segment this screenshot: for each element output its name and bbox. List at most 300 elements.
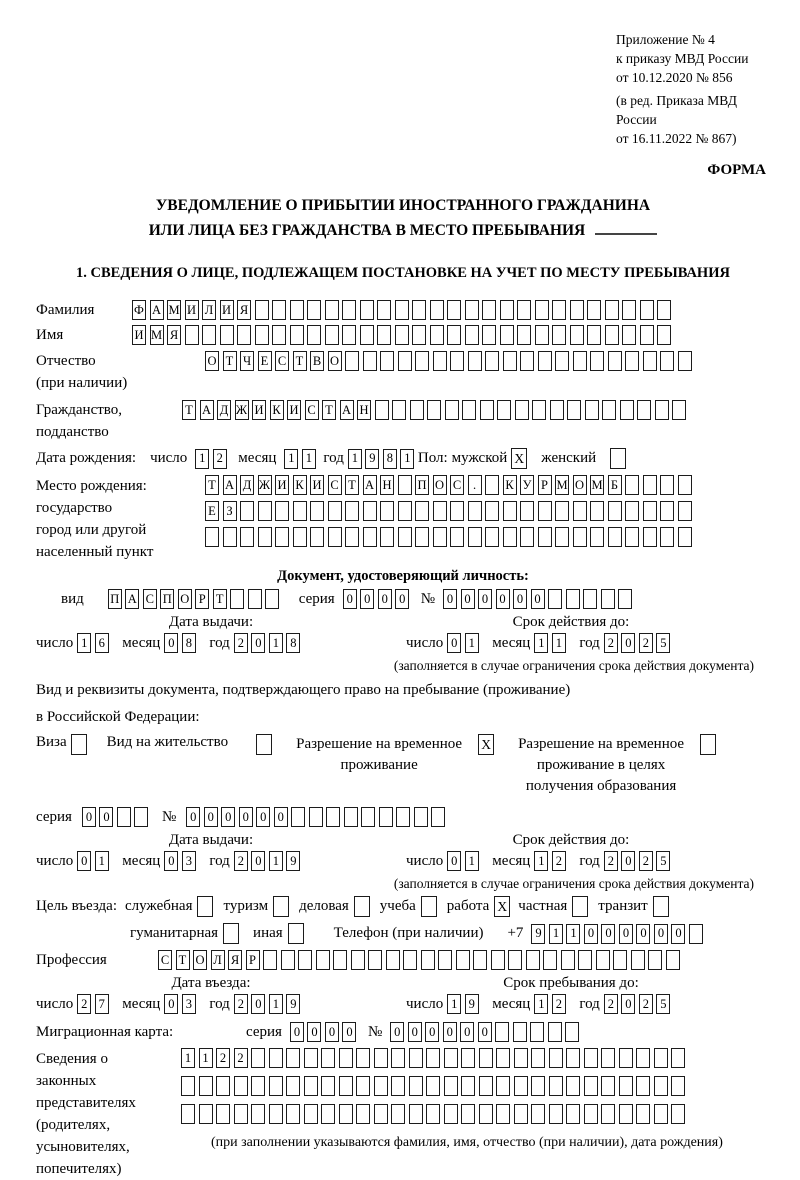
char-cell[interactable]: 0 bbox=[621, 994, 635, 1014]
char-cell[interactable]: 2 bbox=[552, 994, 566, 1014]
char-cell[interactable]: А bbox=[200, 400, 214, 420]
purpose-transit-checkbox[interactable] bbox=[653, 896, 669, 917]
char-cell[interactable] bbox=[461, 1048, 475, 1068]
char-cell[interactable]: М bbox=[167, 300, 181, 320]
char-cell[interactable] bbox=[307, 300, 321, 320]
char-cell[interactable]: С bbox=[305, 400, 319, 420]
char-cell[interactable] bbox=[304, 1076, 318, 1096]
char-cell[interactable] bbox=[386, 950, 400, 970]
char-cell[interactable]: 1 bbox=[534, 994, 548, 1014]
char-cell[interactable] bbox=[473, 950, 487, 970]
char-cell[interactable]: Т bbox=[176, 950, 190, 970]
char-cell[interactable] bbox=[220, 325, 234, 345]
char-cell[interactable] bbox=[427, 400, 441, 420]
char-cell[interactable] bbox=[255, 300, 269, 320]
char-cell[interactable] bbox=[590, 527, 604, 547]
char-cell[interactable] bbox=[415, 501, 429, 521]
char-cell[interactable] bbox=[134, 807, 148, 827]
char-cell[interactable] bbox=[636, 1048, 650, 1068]
char-cell[interactable]: О bbox=[328, 351, 342, 371]
char-cell[interactable] bbox=[526, 950, 540, 970]
char-cell[interactable] bbox=[185, 325, 199, 345]
char-cell[interactable]: И bbox=[275, 475, 289, 495]
char-cell[interactable]: 0 bbox=[390, 1022, 404, 1042]
char-cell[interactable] bbox=[414, 807, 428, 827]
char-cell[interactable] bbox=[601, 1048, 615, 1068]
char-cell[interactable] bbox=[375, 400, 389, 420]
char-cell[interactable]: 0 bbox=[307, 1022, 321, 1042]
char-cell[interactable]: Т bbox=[213, 589, 227, 609]
char-cell[interactable] bbox=[503, 527, 517, 547]
char-cell[interactable]: 2 bbox=[77, 994, 91, 1014]
char-cell[interactable] bbox=[363, 351, 377, 371]
char-cell[interactable] bbox=[321, 1048, 335, 1068]
char-cell[interactable]: П bbox=[415, 475, 429, 495]
purpose-work-checkbox[interactable]: X bbox=[494, 896, 510, 917]
char-cell[interactable] bbox=[619, 1048, 633, 1068]
char-cell[interactable] bbox=[234, 1076, 248, 1096]
char-cell[interactable] bbox=[281, 950, 295, 970]
char-cell[interactable] bbox=[316, 950, 330, 970]
char-cell[interactable]: А bbox=[223, 475, 237, 495]
char-cell[interactable] bbox=[398, 475, 412, 495]
char-cell[interactable]: 6 bbox=[95, 633, 109, 653]
char-cell[interactable]: 9 bbox=[365, 449, 379, 469]
char-cell[interactable] bbox=[678, 527, 692, 547]
char-cell[interactable]: Р bbox=[246, 950, 260, 970]
char-cell[interactable]: Ч bbox=[240, 351, 254, 371]
char-cell[interactable] bbox=[286, 1048, 300, 1068]
char-cell[interactable]: 2 bbox=[604, 994, 618, 1014]
char-cell[interactable]: О bbox=[178, 589, 192, 609]
char-cell[interactable] bbox=[272, 300, 286, 320]
char-cell[interactable]: 0 bbox=[671, 924, 685, 944]
char-cell[interactable] bbox=[307, 325, 321, 345]
char-cell[interactable] bbox=[290, 300, 304, 320]
char-cell[interactable]: 8 bbox=[286, 633, 300, 653]
char-cell[interactable]: Т bbox=[322, 400, 336, 420]
char-cell[interactable] bbox=[555, 527, 569, 547]
char-cell[interactable]: Ф bbox=[132, 300, 146, 320]
char-cell[interactable] bbox=[304, 1104, 318, 1124]
char-cell[interactable] bbox=[391, 1104, 405, 1124]
char-cell[interactable]: 1 bbox=[77, 633, 91, 653]
char-cell[interactable] bbox=[326, 807, 340, 827]
char-cell[interactable] bbox=[573, 501, 587, 521]
char-cell[interactable] bbox=[482, 325, 496, 345]
char-cell[interactable]: 0 bbox=[342, 1022, 356, 1042]
char-cell[interactable] bbox=[678, 501, 692, 521]
char-cell[interactable] bbox=[479, 1104, 493, 1124]
char-cell[interactable]: 8 bbox=[182, 633, 196, 653]
char-cell[interactable] bbox=[605, 300, 619, 320]
char-cell[interactable] bbox=[654, 1048, 668, 1068]
char-cell[interactable] bbox=[468, 527, 482, 547]
char-cell[interactable] bbox=[535, 325, 549, 345]
char-cell[interactable] bbox=[205, 527, 219, 547]
char-cell[interactable]: 5 bbox=[656, 994, 670, 1014]
char-cell[interactable] bbox=[619, 1076, 633, 1096]
char-cell[interactable] bbox=[291, 807, 305, 827]
char-cell[interactable] bbox=[328, 501, 342, 521]
char-cell[interactable]: Я bbox=[237, 300, 251, 320]
char-cell[interactable] bbox=[374, 1048, 388, 1068]
char-cell[interactable] bbox=[456, 950, 470, 970]
char-cell[interactable]: 2 bbox=[639, 633, 653, 653]
char-cell[interactable]: 0 bbox=[447, 633, 461, 653]
char-cell[interactable] bbox=[567, 400, 581, 420]
char-cell[interactable] bbox=[468, 351, 482, 371]
char-cell[interactable]: Ж bbox=[235, 400, 249, 420]
char-cell[interactable] bbox=[304, 1048, 318, 1068]
char-cell[interactable] bbox=[465, 300, 479, 320]
char-cell[interactable] bbox=[520, 351, 534, 371]
char-cell[interactable]: 9 bbox=[465, 994, 479, 1014]
char-cell[interactable]: 0 bbox=[619, 924, 633, 944]
char-cell[interactable] bbox=[495, 1022, 509, 1042]
char-cell[interactable]: А bbox=[125, 589, 139, 609]
char-cell[interactable] bbox=[380, 351, 394, 371]
char-cell[interactable] bbox=[363, 501, 377, 521]
char-cell[interactable]: Р bbox=[195, 589, 209, 609]
char-cell[interactable] bbox=[351, 950, 365, 970]
char-cell[interactable]: 0 bbox=[478, 589, 492, 609]
char-cell[interactable] bbox=[485, 501, 499, 521]
char-cell[interactable] bbox=[398, 501, 412, 521]
char-cell[interactable]: Т bbox=[293, 351, 307, 371]
char-cell[interactable]: 1 bbox=[447, 994, 461, 1014]
char-cell[interactable]: 0 bbox=[531, 589, 545, 609]
char-cell[interactable] bbox=[482, 300, 496, 320]
char-cell[interactable] bbox=[532, 400, 546, 420]
purpose-other-checkbox[interactable] bbox=[288, 923, 304, 944]
char-cell[interactable] bbox=[433, 527, 447, 547]
char-cell[interactable]: К bbox=[270, 400, 284, 420]
char-cell[interactable] bbox=[298, 950, 312, 970]
char-cell[interactable]: И bbox=[310, 475, 324, 495]
char-cell[interactable] bbox=[585, 400, 599, 420]
char-cell[interactable] bbox=[462, 400, 476, 420]
char-cell[interactable] bbox=[496, 1048, 510, 1068]
char-cell[interactable] bbox=[587, 300, 601, 320]
char-cell[interactable]: Т bbox=[182, 400, 196, 420]
char-cell[interactable] bbox=[290, 325, 304, 345]
char-cell[interactable] bbox=[479, 1076, 493, 1096]
char-cell[interactable]: Я bbox=[228, 950, 242, 970]
char-cell[interactable] bbox=[321, 1104, 335, 1124]
char-cell[interactable]: 9 bbox=[531, 924, 545, 944]
char-cell[interactable] bbox=[286, 1104, 300, 1124]
char-cell[interactable] bbox=[535, 300, 549, 320]
char-cell[interactable] bbox=[409, 1104, 423, 1124]
char-cell[interactable] bbox=[538, 351, 552, 371]
char-cell[interactable] bbox=[409, 1076, 423, 1096]
char-cell[interactable]: Т bbox=[345, 475, 359, 495]
char-cell[interactable] bbox=[620, 400, 634, 420]
char-cell[interactable] bbox=[587, 325, 601, 345]
char-cell[interactable]: 1 bbox=[549, 924, 563, 944]
residence-permit-checkbox[interactable] bbox=[256, 734, 272, 755]
char-cell[interactable] bbox=[240, 527, 254, 547]
char-cell[interactable] bbox=[548, 589, 562, 609]
char-cell[interactable] bbox=[468, 501, 482, 521]
char-cell[interactable] bbox=[272, 325, 286, 345]
char-cell[interactable] bbox=[566, 1104, 580, 1124]
char-cell[interactable] bbox=[430, 325, 444, 345]
char-cell[interactable] bbox=[601, 589, 615, 609]
char-cell[interactable] bbox=[671, 1076, 685, 1096]
char-cell[interactable] bbox=[625, 351, 639, 371]
char-cell[interactable] bbox=[530, 1022, 544, 1042]
char-cell[interactable]: Б bbox=[608, 475, 622, 495]
char-cell[interactable]: 0 bbox=[460, 1022, 474, 1042]
char-cell[interactable] bbox=[654, 1104, 668, 1124]
char-cell[interactable] bbox=[356, 1076, 370, 1096]
char-cell[interactable] bbox=[374, 1104, 388, 1124]
char-cell[interactable]: 9 bbox=[286, 994, 300, 1014]
char-cell[interactable] bbox=[415, 527, 429, 547]
char-cell[interactable] bbox=[480, 400, 494, 420]
char-cell[interactable] bbox=[216, 1076, 230, 1096]
char-cell[interactable]: 1 bbox=[552, 633, 566, 653]
char-cell[interactable]: 2 bbox=[234, 1048, 248, 1068]
char-cell[interactable] bbox=[584, 1076, 598, 1096]
char-cell[interactable]: 0 bbox=[256, 807, 270, 827]
char-cell[interactable]: 1 bbox=[465, 851, 479, 871]
char-cell[interactable] bbox=[622, 325, 636, 345]
char-cell[interactable]: 0 bbox=[239, 807, 253, 827]
char-cell[interactable] bbox=[513, 1022, 527, 1042]
char-cell[interactable] bbox=[552, 325, 566, 345]
char-cell[interactable]: 0 bbox=[425, 1022, 439, 1042]
char-cell[interactable] bbox=[461, 1104, 475, 1124]
char-cell[interactable]: 1 bbox=[534, 851, 548, 871]
char-cell[interactable]: 2 bbox=[604, 851, 618, 871]
char-cell[interactable]: 1 bbox=[566, 924, 580, 944]
char-cell[interactable]: 5 bbox=[656, 851, 670, 871]
char-cell[interactable] bbox=[531, 1076, 545, 1096]
char-cell[interactable] bbox=[310, 527, 324, 547]
char-cell[interactable]: С bbox=[275, 351, 289, 371]
char-cell[interactable] bbox=[181, 1076, 195, 1096]
char-cell[interactable]: 1 bbox=[269, 994, 283, 1014]
char-cell[interactable] bbox=[566, 589, 580, 609]
char-cell[interactable] bbox=[590, 351, 604, 371]
char-cell[interactable]: Л bbox=[202, 300, 216, 320]
char-cell[interactable]: 0 bbox=[443, 1022, 457, 1042]
char-cell[interactable]: С bbox=[158, 950, 172, 970]
char-cell[interactable]: Т bbox=[205, 475, 219, 495]
char-cell[interactable] bbox=[643, 475, 657, 495]
char-cell[interactable]: А bbox=[150, 300, 164, 320]
char-cell[interactable] bbox=[555, 501, 569, 521]
char-cell[interactable] bbox=[199, 1076, 213, 1096]
char-cell[interactable] bbox=[293, 501, 307, 521]
char-cell[interactable] bbox=[514, 1076, 528, 1096]
char-cell[interactable]: 1 bbox=[181, 1048, 195, 1068]
char-cell[interactable] bbox=[403, 950, 417, 970]
char-cell[interactable]: 1 bbox=[195, 449, 209, 469]
char-cell[interactable]: З bbox=[223, 501, 237, 521]
char-cell[interactable]: 1 bbox=[348, 449, 362, 469]
char-cell[interactable]: М bbox=[590, 475, 604, 495]
char-cell[interactable]: 7 bbox=[95, 994, 109, 1014]
char-cell[interactable] bbox=[356, 1048, 370, 1068]
char-cell[interactable] bbox=[117, 807, 131, 827]
char-cell[interactable] bbox=[263, 950, 277, 970]
char-cell[interactable]: А bbox=[363, 475, 377, 495]
char-cell[interactable] bbox=[631, 950, 645, 970]
char-cell[interactable]: 2 bbox=[604, 633, 618, 653]
char-cell[interactable] bbox=[531, 1104, 545, 1124]
char-cell[interactable] bbox=[269, 1048, 283, 1068]
char-cell[interactable]: 1 bbox=[400, 449, 414, 469]
char-cell[interactable] bbox=[672, 400, 686, 420]
char-cell[interactable] bbox=[199, 1104, 213, 1124]
char-cell[interactable] bbox=[409, 1048, 423, 1068]
char-cell[interactable] bbox=[339, 1048, 353, 1068]
char-cell[interactable] bbox=[395, 325, 409, 345]
char-cell[interactable] bbox=[339, 1076, 353, 1096]
char-cell[interactable] bbox=[445, 400, 459, 420]
char-cell[interactable] bbox=[265, 589, 279, 609]
char-cell[interactable]: 3 bbox=[182, 994, 196, 1014]
char-cell[interactable]: П bbox=[108, 589, 122, 609]
char-cell[interactable] bbox=[601, 1076, 615, 1096]
char-cell[interactable] bbox=[660, 351, 674, 371]
char-cell[interactable] bbox=[671, 1104, 685, 1124]
purpose-private-checkbox[interactable] bbox=[572, 896, 588, 917]
char-cell[interactable]: 5 bbox=[656, 633, 670, 653]
char-cell[interactable] bbox=[601, 1104, 615, 1124]
char-cell[interactable] bbox=[608, 351, 622, 371]
char-cell[interactable] bbox=[561, 950, 575, 970]
char-cell[interactable] bbox=[360, 325, 374, 345]
char-cell[interactable] bbox=[584, 1104, 598, 1124]
char-cell[interactable] bbox=[433, 501, 447, 521]
char-cell[interactable] bbox=[430, 300, 444, 320]
char-cell[interactable] bbox=[361, 807, 375, 827]
char-cell[interactable]: А bbox=[340, 400, 354, 420]
char-cell[interactable] bbox=[426, 1104, 440, 1124]
char-cell[interactable] bbox=[444, 1076, 458, 1096]
char-cell[interactable]: 0 bbox=[378, 589, 392, 609]
char-cell[interactable]: Н bbox=[380, 475, 394, 495]
char-cell[interactable] bbox=[438, 950, 452, 970]
char-cell[interactable]: С bbox=[328, 475, 342, 495]
char-cell[interactable]: 2 bbox=[234, 994, 248, 1014]
char-cell[interactable] bbox=[447, 325, 461, 345]
char-cell[interactable] bbox=[640, 300, 654, 320]
char-cell[interactable] bbox=[251, 1048, 265, 1068]
char-cell[interactable] bbox=[565, 1022, 579, 1042]
char-cell[interactable]: 0 bbox=[478, 1022, 492, 1042]
char-cell[interactable] bbox=[342, 300, 356, 320]
char-cell[interactable] bbox=[258, 501, 272, 521]
char-cell[interactable] bbox=[573, 527, 587, 547]
char-cell[interactable]: 0 bbox=[584, 924, 598, 944]
char-cell[interactable] bbox=[543, 950, 557, 970]
char-cell[interactable]: Л bbox=[211, 950, 225, 970]
char-cell[interactable] bbox=[491, 950, 505, 970]
char-cell[interactable]: 0 bbox=[636, 924, 650, 944]
rvp-checkbox[interactable]: X bbox=[478, 734, 494, 755]
char-cell[interactable] bbox=[328, 527, 342, 547]
char-cell[interactable]: К bbox=[503, 475, 517, 495]
purpose-humanitarian-checkbox[interactable] bbox=[223, 923, 239, 944]
char-cell[interactable]: 0 bbox=[221, 807, 235, 827]
char-cell[interactable]: 2 bbox=[639, 851, 653, 871]
char-cell[interactable] bbox=[514, 1048, 528, 1068]
purpose-official-checkbox[interactable] bbox=[197, 896, 213, 917]
char-cell[interactable] bbox=[380, 527, 394, 547]
char-cell[interactable] bbox=[391, 1048, 405, 1068]
char-cell[interactable] bbox=[520, 501, 534, 521]
char-cell[interactable]: 1 bbox=[534, 633, 548, 653]
char-cell[interactable] bbox=[412, 325, 426, 345]
char-cell[interactable]: 0 bbox=[290, 1022, 304, 1042]
char-cell[interactable]: 1 bbox=[465, 633, 479, 653]
char-cell[interactable]: О bbox=[205, 351, 219, 371]
char-cell[interactable] bbox=[500, 325, 514, 345]
char-cell[interactable]: С bbox=[450, 475, 464, 495]
char-cell[interactable]: Н bbox=[357, 400, 371, 420]
char-cell[interactable] bbox=[608, 527, 622, 547]
char-cell[interactable] bbox=[654, 1076, 668, 1096]
char-cell[interactable] bbox=[596, 950, 610, 970]
char-cell[interactable]: С bbox=[143, 589, 157, 609]
char-cell[interactable] bbox=[517, 325, 531, 345]
char-cell[interactable] bbox=[485, 475, 499, 495]
char-cell[interactable] bbox=[619, 1104, 633, 1124]
purpose-study-checkbox[interactable] bbox=[421, 896, 437, 917]
char-cell[interactable] bbox=[625, 501, 639, 521]
char-cell[interactable]: 3 bbox=[182, 851, 196, 871]
char-cell[interactable] bbox=[465, 325, 479, 345]
char-cell[interactable]: 1 bbox=[95, 851, 109, 871]
char-cell[interactable] bbox=[223, 527, 237, 547]
char-cell[interactable]: Е bbox=[205, 501, 219, 521]
char-cell[interactable]: О bbox=[193, 950, 207, 970]
char-cell[interactable] bbox=[636, 1104, 650, 1124]
char-cell[interactable]: И bbox=[132, 325, 146, 345]
char-cell[interactable] bbox=[202, 325, 216, 345]
char-cell[interactable] bbox=[625, 475, 639, 495]
char-cell[interactable] bbox=[344, 807, 358, 827]
char-cell[interactable]: . bbox=[468, 475, 482, 495]
char-cell[interactable] bbox=[421, 950, 435, 970]
char-cell[interactable] bbox=[412, 300, 426, 320]
char-cell[interactable] bbox=[431, 807, 445, 827]
char-cell[interactable] bbox=[293, 527, 307, 547]
char-cell[interactable]: 0 bbox=[395, 589, 409, 609]
char-cell[interactable]: 0 bbox=[251, 633, 265, 653]
char-cell[interactable] bbox=[216, 1104, 230, 1124]
char-cell[interactable] bbox=[517, 300, 531, 320]
char-cell[interactable] bbox=[660, 501, 674, 521]
char-cell[interactable]: 1 bbox=[302, 449, 316, 469]
rvp-education-checkbox[interactable] bbox=[700, 734, 716, 755]
char-cell[interactable] bbox=[549, 1076, 563, 1096]
char-cell[interactable] bbox=[660, 527, 674, 547]
char-cell[interactable]: 2 bbox=[639, 994, 653, 1014]
char-cell[interactable] bbox=[251, 1076, 265, 1096]
char-cell[interactable]: 0 bbox=[654, 924, 668, 944]
char-cell[interactable]: 2 bbox=[234, 851, 248, 871]
char-cell[interactable]: 0 bbox=[621, 851, 635, 871]
char-cell[interactable]: 0 bbox=[601, 924, 615, 944]
char-cell[interactable] bbox=[514, 1104, 528, 1124]
